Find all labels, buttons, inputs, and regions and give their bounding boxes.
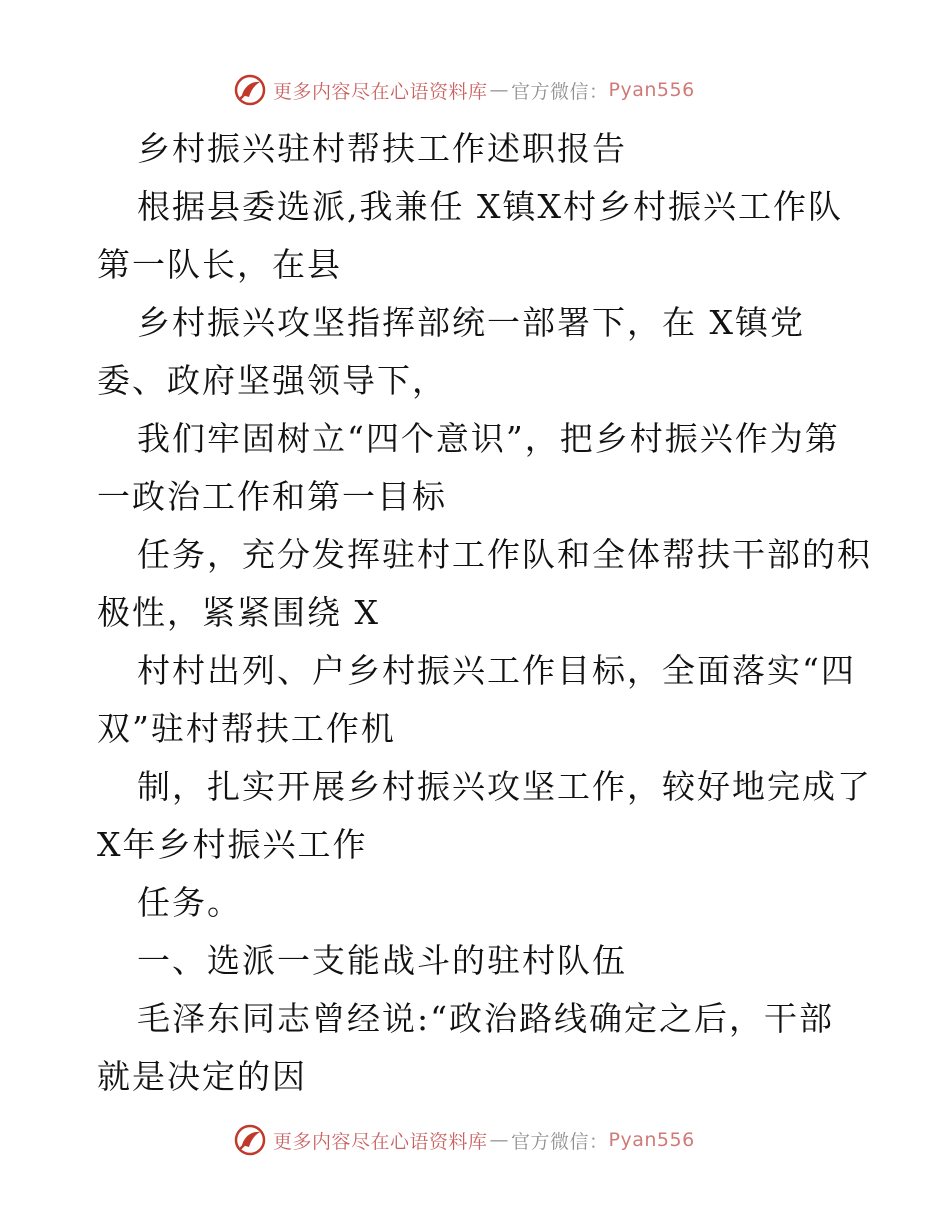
watermark-wechat-label: 官方微信： (511, 80, 609, 103)
section-heading: 一、选派一支能战斗的驻村队伍 (137, 941, 627, 980)
watermark-site-text: 更多内容尽在心语资料库 (273, 80, 488, 103)
text-line: 根据县委选派,我兼任 X镇X村乡村振兴工作队 (137, 187, 843, 226)
watermark-dash: — (489, 1129, 510, 1151)
text-line: 制，扎实开展乡村振兴攻坚工作，较好地完成了 (137, 767, 872, 806)
watermark-wechat-id: Pyan556 (608, 1129, 695, 1151)
text-line: 我们牢固树立“四个意识”，把乡村振兴作为第 (137, 419, 840, 458)
text-line: X年乡村振兴工作 (97, 825, 368, 864)
document-title: 乡村振兴驻村帮扶工作述职报告 (137, 129, 627, 168)
watermark-dash: — (489, 79, 510, 101)
header-watermark (233, 70, 695, 110)
text-line: 一政治工作和第一目标 (97, 477, 447, 516)
text-line: 第一队长，在县 (97, 245, 342, 284)
brand-logo-icon (233, 73, 267, 107)
text-line: 委、政府坚强领导下， (97, 361, 447, 400)
document-body (97, 120, 872, 1106)
footer-watermark (233, 1120, 695, 1160)
text-line: 双”驻村帮扶工作机 (97, 709, 396, 748)
text-line: 就是决定的因 (97, 1057, 307, 1096)
text-line: 任务，充分发挥驻村工作队和全体帮扶干部的积 (137, 535, 872, 574)
watermark-wechat-id: Pyan556 (608, 79, 695, 101)
watermark-wechat-label: 官方微信： (511, 1130, 609, 1153)
brand-logo-icon (233, 1123, 267, 1157)
watermark-site-text: 更多内容尽在心语资料库 (273, 1130, 488, 1153)
text-line: 极性，紧紧围绕 X (97, 593, 380, 632)
text-line: 乡村振兴攻坚指挥部统一部署下，在 X镇党 (137, 303, 805, 342)
text-line: 村村出列、户乡村振兴工作目标，全面落实“四 (137, 651, 856, 690)
text-line: 毛泽东同志曾经说:“政治路线确定之后，干部 (137, 999, 834, 1038)
text-line: 任务。 (137, 883, 242, 922)
